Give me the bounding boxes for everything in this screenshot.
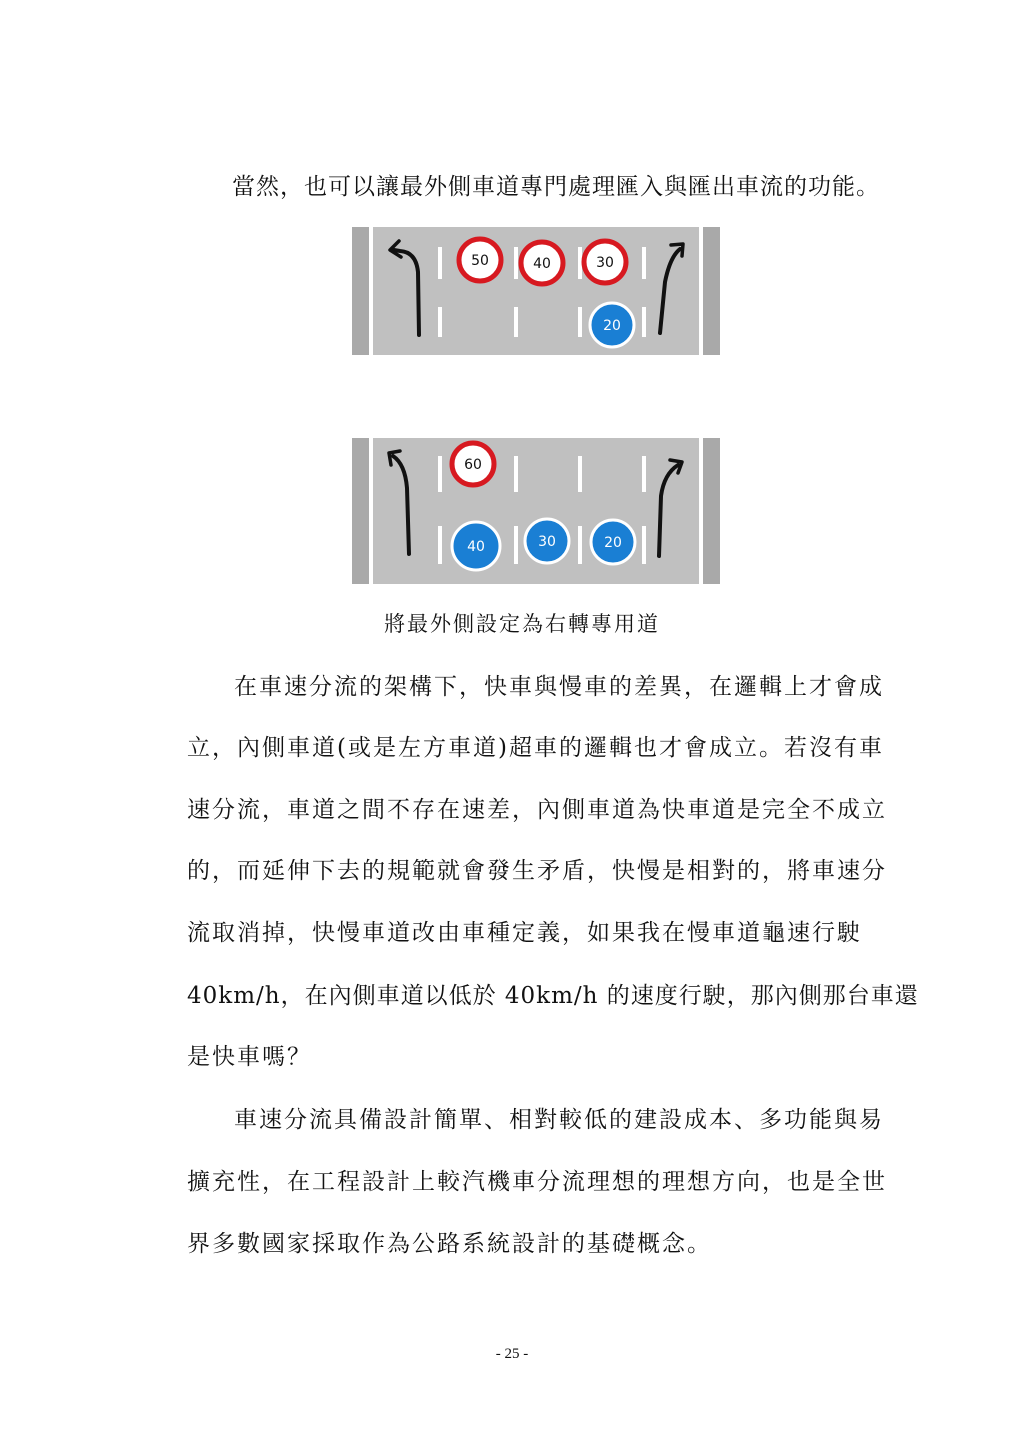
- lane-diagram-1: [352, 227, 720, 355]
- paragraph-1-line: 流取消掉，快慢車道改由車種定義，如果我在慢車道龜速行駛: [187, 920, 862, 946]
- paragraph-2-line: 界多數國家採取作為公路系統設計的基礎概念。: [187, 1231, 712, 1257]
- speed-limit-sign: [459, 239, 501, 281]
- edge-line-right: [699, 227, 703, 355]
- figure-caption: 將最外側設定為右轉專用道: [384, 612, 660, 636]
- speed-limit-sign: [521, 242, 563, 284]
- minimum-speed-sign: [591, 520, 635, 564]
- paragraph-1-line: 速分流，車道之間不存在速差，內側車道為快車道是完全不成立: [187, 797, 887, 823]
- minimum-speed-value: 20: [603, 318, 621, 334]
- paragraph-1-line: 是快車嗎？: [187, 1044, 312, 1070]
- road-edge-right: [703, 438, 720, 584]
- paragraph-1-line: 在車速分流的架構下，快車與慢車的差異，在邏輯上才會成: [234, 674, 884, 700]
- speed-limit-value: 60: [464, 457, 482, 473]
- speed-limit-value: 50: [471, 253, 489, 269]
- speed-limit-value: 30: [596, 255, 614, 271]
- edge-line-left: [369, 227, 373, 355]
- minimum-speed-sign: [525, 519, 569, 563]
- lane-diagram-2: [352, 438, 720, 584]
- speed-limit-sign: [452, 443, 494, 485]
- minimum-speed-sign: [452, 522, 500, 570]
- road-edge-left: [352, 227, 369, 355]
- minimum-speed-value: 30: [538, 534, 556, 550]
- paragraph-1-line: 的，而延伸下去的規範就會發生矛盾，快慢是相對的，將車速分: [187, 858, 887, 884]
- edge-line-left: [369, 438, 373, 584]
- paragraph-1-line: 立，內側車道(或是左方車道)超車的邏輯也才會成立。若沒有車: [187, 735, 884, 761]
- road-edge-left: [352, 438, 369, 584]
- minimum-speed-value: 20: [604, 535, 622, 551]
- speed-limit-sign: [584, 241, 626, 283]
- minimum-speed-sign: [590, 303, 634, 347]
- road-edge-right: [703, 227, 720, 355]
- paragraph-2-line: 車速分流具備設計簡單、相對較低的建設成本、多功能與易: [234, 1107, 884, 1133]
- page-number: - 25 -: [495, 1346, 529, 1362]
- intro-line: 當然，也可以讓最外側車道專門處理匯入與匯出車流的功能。: [232, 174, 880, 200]
- paragraph-1-line: 40km/h，在內側車道以低於 40km/h 的速度行駛，那內側那台車還: [187, 983, 919, 1009]
- speed-limit-value: 40: [533, 256, 551, 272]
- edge-line-right: [699, 438, 703, 584]
- paragraph-2-line: 擴充性，在工程設計上較汽機車分流理想的理想方向，也是全世: [187, 1169, 887, 1195]
- minimum-speed-value: 40: [467, 539, 485, 555]
